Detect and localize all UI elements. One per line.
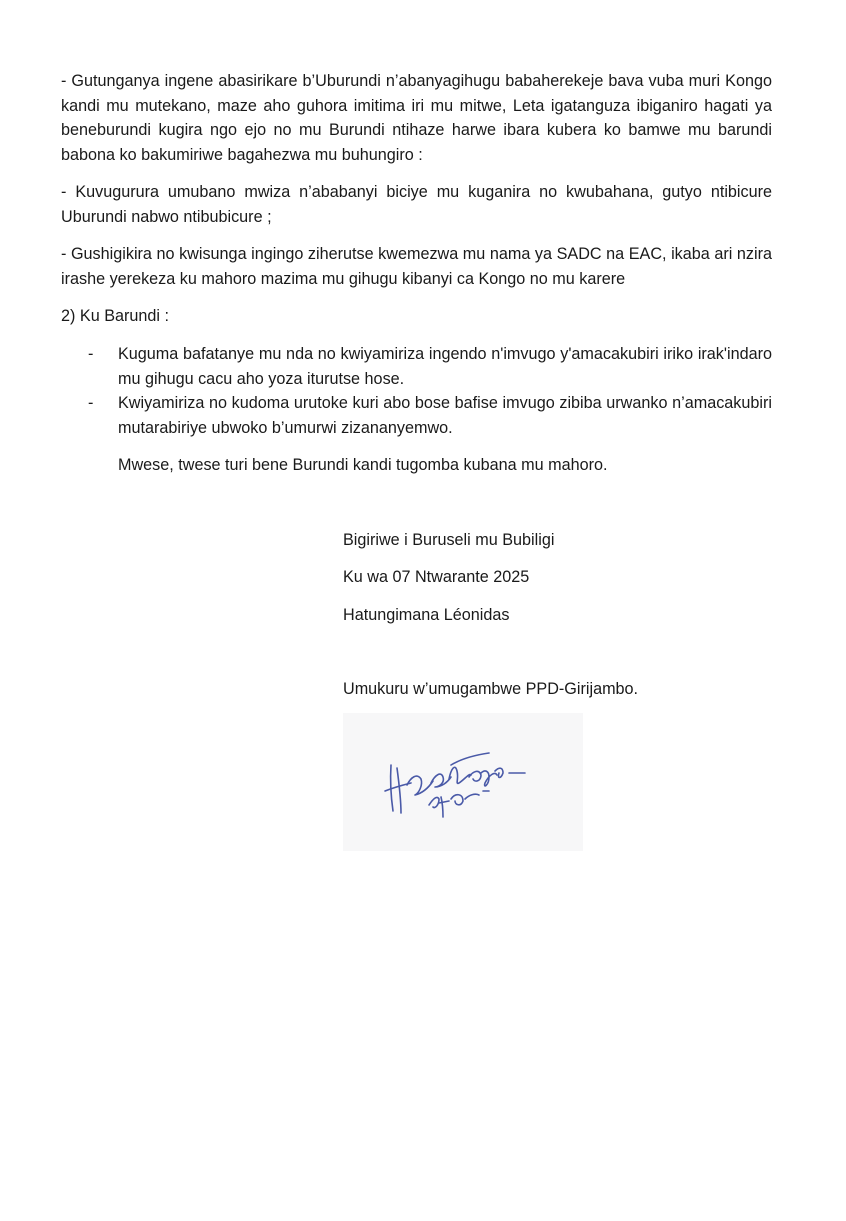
paragraph-3: - Gushigikira no kwisunga ingingo ziherutse kwemezwa mu nama ya SADC na EAC, ikaba ari nzira irashe yerekeza ku mahoro mazima mu gihugu kibanyi ca Kongo no mu karere — [61, 245, 772, 288]
recommendations-list — [61, 342, 772, 440]
signature-image — [343, 713, 583, 851]
list-marker: - — [88, 345, 94, 363]
list-item-text: Kuguma bafatanye mu nda no kwiyamiriza ingendo n'imvugo y'amacakubiri iriko irak'indaro mu gihugu cacu aho yoza iturutse hose. — [118, 345, 772, 388]
list-item — [61, 342, 772, 391]
handwritten-signature — [343, 713, 583, 851]
signature-place: Bigiriwe i Buruseli mu Bubiligi — [343, 531, 555, 549]
signature-date: Ku wa 07 Ntwarante 2025 — [343, 568, 530, 586]
paragraph-1: - Gutunganya ingene abasirikare b’Uburundi n’abanyagihugu babaherekeje bava vuba muri Kongo kandi mu mutekano, maze aho guhora imitima iri mu mitwe, Leta igatanguza ibiganiro hagati ya beneburundi kugira ngo ejo no mu Burundi ntihaze harwe ibara kubera ko bamwe mu barundi babona ko bakumiriwe bagahezwa mu buhungiro : — [61, 72, 772, 164]
signatory-title: Umukuru w’umugambwe PPD-Girijambo. — [343, 680, 639, 698]
list-item-text: Kwiyamiriza no kudoma urutoke kuri abo bose bafise imvugo zibiba urwanko n’amacakubiri mutarabiriye ubwoko b’umurwi zizananyemwo. — [118, 394, 772, 437]
closing-sentence: Mwese, twese turi bene Burundi kandi tugomba kubana mu mahoro. — [118, 456, 608, 474]
signatory-name: Hatungimana Léonidas — [343, 606, 510, 624]
section-heading: 2) Ku Barundi : — [61, 307, 169, 325]
paragraph-2: - Kuvugurura umubano mwiza n’ababanyi biciye mu kuganira no kwubahana, gutyo ntibicure Uburundi nabwo ntibubicure ; — [61, 183, 772, 226]
list-item — [61, 391, 772, 440]
list-marker: - — [88, 394, 94, 412]
